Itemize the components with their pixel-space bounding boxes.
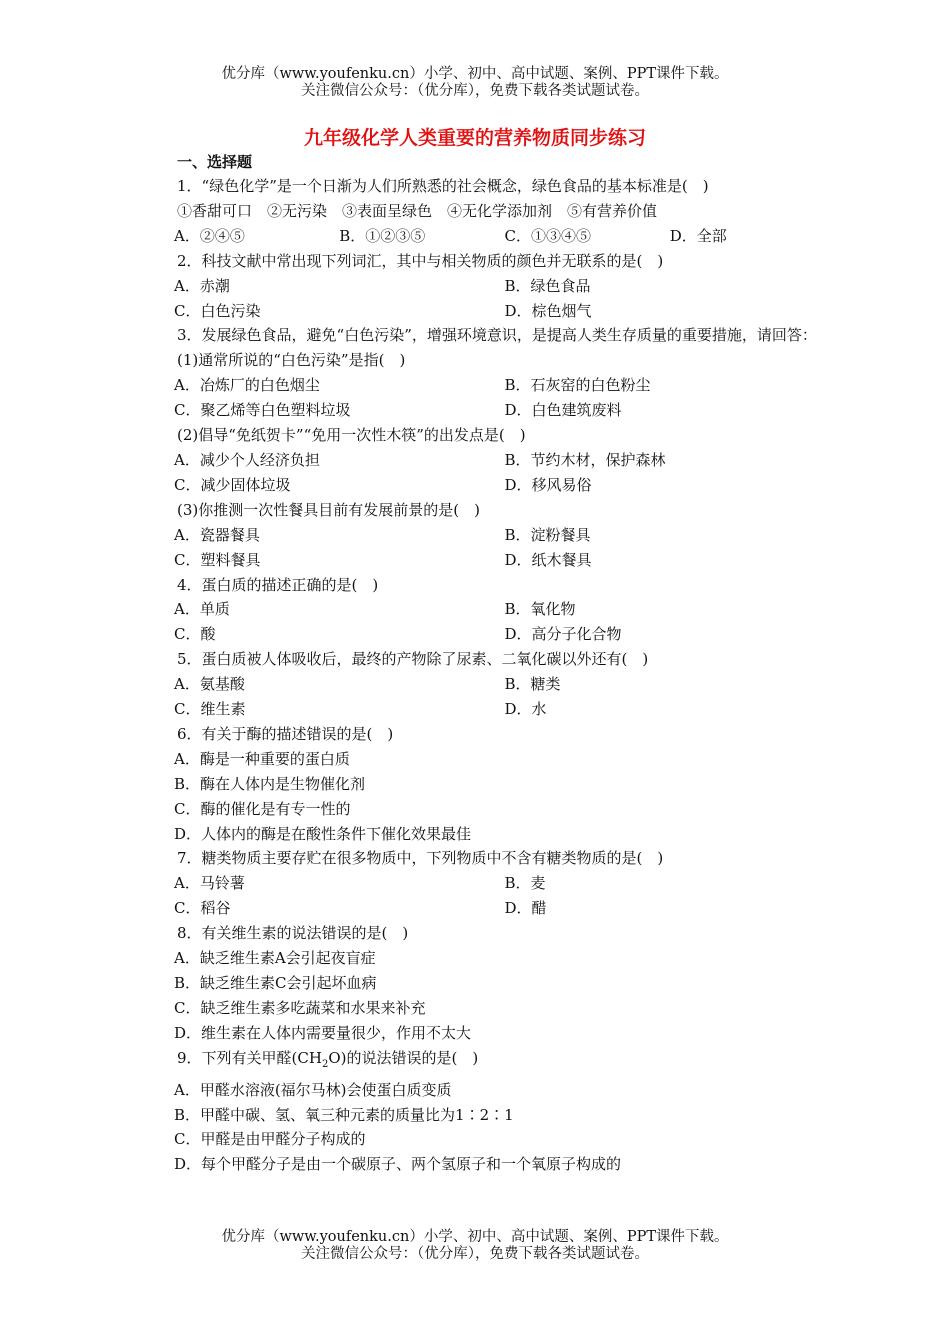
option: D．水 — [504, 700, 547, 719]
question-3-sub-2: (2)倡导“免纸贺卡”“免用一次性木筷”的出发点是( ) — [177, 426, 526, 445]
option: B．甲醛中碳、氢、氧三种元素的质量比为1∶2∶1 — [174, 1105, 514, 1124]
option: B．糖类 — [504, 675, 561, 694]
question-7-stem: 7．糖类物质主要存贮在很多物质中，下列物质中不含有糖类物质的是( ) — [177, 849, 664, 868]
question-3-sub-3-options-row-2 — [145, 548, 835, 573]
option: C．①③④⑤ — [504, 226, 591, 245]
footer-line-2: 关注微信公众号：（优分库），免费下载各类试题试卷。 — [301, 1246, 649, 1262]
header-line-1: 优分库（www.youfenku.cn）小学、初中、高中试题、案例、PPT课件下载。 — [221, 66, 729, 82]
question-2-stem: 2．科技文献中常出现下列词汇，其中与相关物质的颜色并无联系的是( ) — [177, 251, 664, 270]
option: C．甲醛是由甲醛分子构成的 — [174, 1130, 366, 1149]
question-1-stem: 1．“绿色化学”是一个日渐为人们所熟悉的社会概念，绿色食品的基本标准是( ) — [177, 177, 709, 195]
option: B．氧化物 — [504, 600, 576, 619]
option: D．移风易俗 — [504, 475, 592, 494]
question-3-sub-1-options-row-2 — [145, 398, 835, 423]
question-3-sub-2-options-row-1 — [145, 448, 835, 473]
option: B．麦 — [504, 874, 546, 893]
option: D．高分子化合物 — [504, 625, 622, 644]
option: A．减少个人经济负担 — [174, 450, 320, 469]
question-9-stem-pre: 9．下列有关甲醛(CH — [177, 1048, 322, 1067]
option: A．②④⑤ — [174, 226, 245, 245]
option: B．酶在人体内是生物催化剂 — [174, 774, 366, 793]
question-7-options-row-2 — [145, 896, 835, 921]
question-1-items: ①香甜可口 ②无污染 ③表面呈绿色 ④无化学添加剂 ⑤有营养价值 — [177, 201, 658, 220]
question-3-stem: 3．发展绿色食品，避免“白色污染”，增强环境意识，是提高人类生存质量的重要措施，请回答： — [177, 326, 817, 345]
option: B．淀粉餐具 — [504, 525, 591, 544]
option: C．减少固体垃圾 — [174, 475, 291, 494]
question-4-stem: 4．蛋白质的描述正确的是( ) — [177, 575, 379, 594]
option: D．全部 — [669, 226, 727, 245]
question-5-options-row-2 — [145, 697, 835, 722]
option: C．酸 — [174, 625, 216, 644]
question-3-sub-1-options-row-1 — [145, 373, 835, 398]
question-5-stem: 5．蛋白质被人体吸收后，最终的产物除了尿素、二氧化碳以外还有( ) — [177, 650, 649, 669]
question-9-stem-post: O)的说法错误的是( ) — [328, 1048, 479, 1067]
question-4-options-row-1 — [145, 597, 835, 622]
option: C．缺乏维生素多吃蔬菜和水果来补充 — [174, 998, 426, 1017]
question-5-options-row-1 — [145, 672, 835, 697]
option: B．节约木材，保护森林 — [504, 450, 666, 469]
option: B．缺乏维生素C会引起坏血病 — [174, 974, 377, 992]
question-8-stem: 8．有关维生素的说法错误的是( ) — [177, 924, 409, 943]
question-3-sub-3-options-row-1 — [145, 523, 835, 548]
option: C．塑料餐具 — [174, 550, 261, 569]
footer-line-1: 优分库（www.youfenku.cn）小学、初中、高中试题、案例、PPT课件下载。 — [221, 1229, 729, 1245]
page-footer — [0, 1229, 950, 1263]
question-4-options-row-2 — [145, 622, 835, 647]
option: C．聚乙烯等白色塑料垃圾 — [174, 401, 351, 420]
question-2-options-row-1 — [145, 274, 835, 299]
option: B．石灰窑的白色粉尘 — [504, 376, 651, 395]
option: D．醋 — [504, 899, 547, 918]
header-line-2: 关注微信公众号：（优分库），免费下载各类试题试卷。 — [301, 83, 649, 99]
option: A．单质 — [174, 600, 230, 619]
option: A．氨基酸 — [174, 675, 245, 694]
option: A．冶炼厂的白色烟尘 — [174, 376, 320, 395]
option: B．绿色食品 — [504, 276, 591, 295]
question-3-sub-2-options-row-2 — [145, 473, 835, 498]
question-3-sub-3: (3)你推测一次性餐具目前有发展前景的是( ) — [177, 500, 480, 519]
page-header — [0, 66, 950, 100]
option: A．赤潮 — [174, 276, 230, 295]
option: C．维生素 — [174, 700, 246, 719]
option: A．瓷器餐具 — [174, 525, 260, 544]
option: C．酶的催化是有专一性的 — [174, 799, 351, 818]
question-6-stem: 6．有关于酶的描述错误的是( ) — [177, 724, 394, 743]
option: A．酶是一种重要的蛋白质 — [174, 749, 350, 768]
question-1-options — [145, 224, 835, 249]
question-list — [145, 174, 835, 1177]
question-2-options-row-2 — [145, 299, 835, 324]
option: A．缺乏维生素A会引起夜盲症 — [174, 949, 376, 968]
option: D．纸木餐具 — [504, 550, 592, 569]
option: D．棕色烟气 — [504, 301, 592, 320]
option: C．稻谷 — [174, 899, 231, 918]
option: D．人体内的酶是在酸性条件下催化效果最佳 — [174, 824, 472, 843]
formula-subscript: 2 — [321, 1058, 329, 1070]
option: D．白色建筑废料 — [504, 401, 622, 420]
option: D．维生素在人体内需要量很少，作用不太大 — [174, 1023, 472, 1042]
document-title: 九年级化学人类重要的营养物质同步练习 — [303, 127, 646, 149]
option: A．马铃薯 — [174, 874, 245, 893]
option: B．①②③⑤ — [339, 226, 426, 245]
option: D．每个甲醛分子是由一个碳原子、两个氢原子和一个氧原子构成的 — [174, 1155, 622, 1174]
option: C．白色污染 — [174, 301, 261, 320]
question-9-stem — [145, 1046, 835, 1078]
section-heading: 一、选择题 — [177, 153, 253, 171]
question-7-options-row-1 — [145, 871, 835, 896]
option: A．甲醛水溶液(福尔马林)会使蛋白质变质 — [174, 1080, 452, 1099]
question-3-sub-1: (1)通常所说的“白色污染”是指( ) — [177, 351, 406, 370]
